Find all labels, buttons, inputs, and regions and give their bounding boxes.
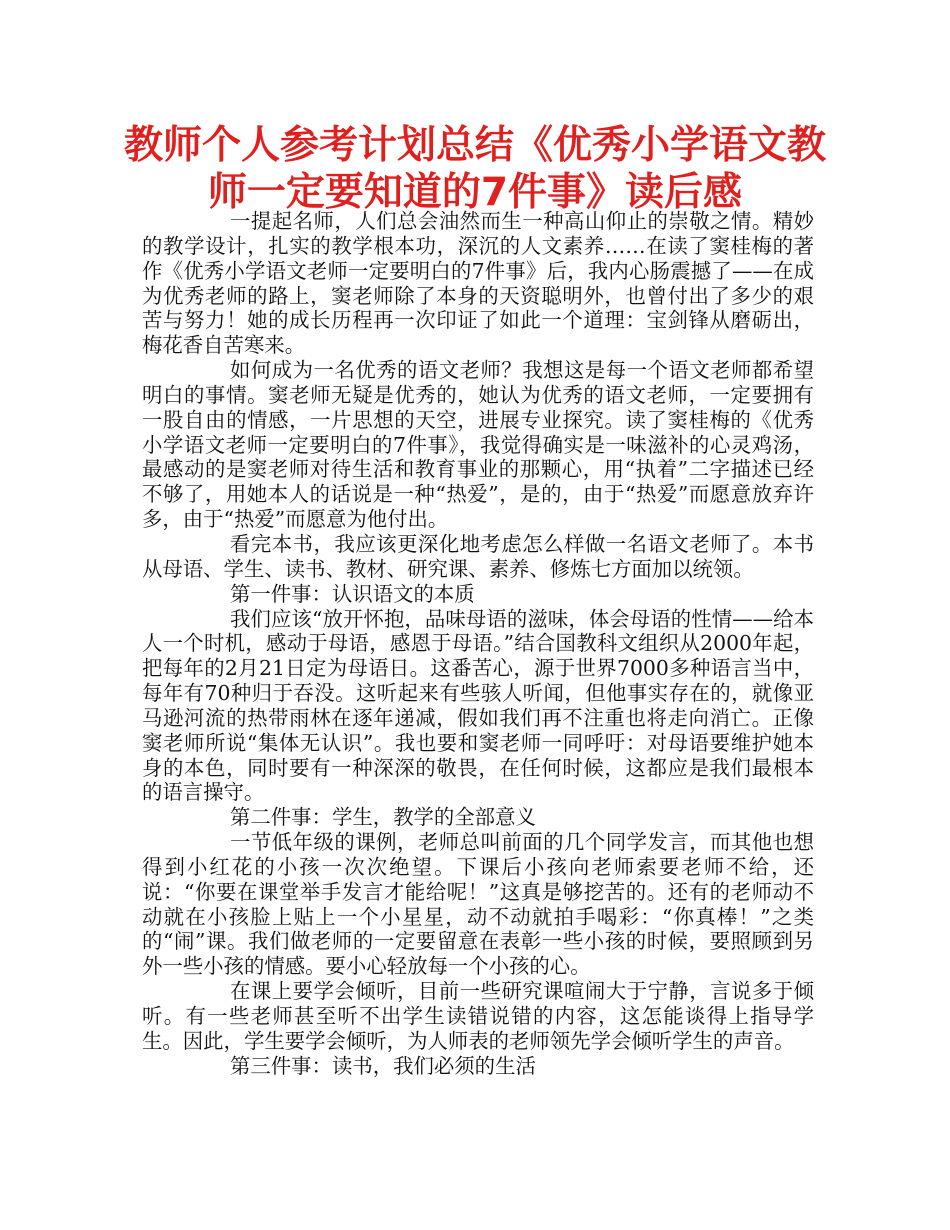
body-paragraph: 一节低年级的课例，老师总叫前面的几个同学发言，而其他也想得到小红花的小孩一次次绝望。下课后小孩向老师索要老师不给，还说：“你要在课堂举手发言才能给呢！”这真是够挖苦的。还有的老师动不动就在小孩脸上贴上一个小星星，动不动就拍手喝彩：“你真棒！”之类的“闹”课。我们做老师的一定要留意在表彰一些小孩的时候，要照顾到另外一些小孩的情感。要小心轻放每一个小孩的心。 (142, 830, 814, 979)
document-title: 教师个人参考计划总结《优秀小学语文教师一定要知道的7件事》读后感 (123, 123, 826, 215)
body-paragraph: 我们应该“放开怀抱，品味母语的滋味，体会母语的性情——给本人一个时机，感动于母语，感恩于母语。”结合国教科文组织从2000年起，把每年的2月21日定为母语日。这番苦心，源于世界7000多种语言当中，每年有70种归于吞没。这听起来有些骇人听闻，但他事实存在的，就像亚马逊河流的热带雨林在逐年递减，假如我们再不注重也将走向消亡。正像窦老师所说“集体无认识”。我也要和窦老师一同呼吁：对母语要维护她本身的本色，同时要有一种深深的敬畏，在任何时候，这都应是我们最根本的语言操守。 (142, 606, 814, 805)
body-paragraph: 一提起名师，人们总会油然而生一种高山仰止的崇敬之情。精妙的教学设计，扎实的教学根本功，深沉的人文素养……在读了窦桂梅的著作《优秀小学语文老师一定要明白的7件事》后，我内心肠震撼了——在成为优秀老师的路上，窦老师除了本身的天资聪明外，也曾付出了多少的艰苦与努力！她的成长历程再一次印证了如此一个道理：宝剑锋从磨砺出，梅花香自苦寒来。 (142, 209, 814, 358)
body-paragraph: 如何成为一名优秀的语文老师？我想这是每一个语文老师都希望明白的事情。窦老师无疑是优秀的，她认为优秀的语文老师，一定要拥有一股自由的情感，一片思想的天空，进展专业探究。读了窦桂梅的《优秀小学语文老师一定要明白的7件事》，我觉得确实是一味滋补的心灵鸡汤，最感动的是窦老师对待生活和教育事业的那颗心，用“执着”二字描述已经不够了，用她本人的话说是一种“热爱”，是的，由于“热爱”而愿意放弃许多，由于“热爱”而愿意为他付出。 (142, 358, 814, 532)
section-heading: 第一件事：认识语文的本质 (230, 581, 475, 606)
body-paragraph: 看完本书，我应该更深化地考虑怎么样做一名语文老师了。本书从母语、学生、读书、教材、研究课、素养、修炼七方面加以统领。 (142, 531, 814, 581)
section-heading: 第三件事：读书，我们必须的生活 (230, 1053, 536, 1078)
document-body (142, 209, 814, 1079)
body-paragraph: 在课上要学会倾听，目前一些研究课喧闹大于宁静，言说多于倾听。有一些老师甚至听不出学生读错说错的内容，这怎能谈得上指导学生。因此，学生要学会倾听，为人师表的老师领先学会倾听学生的声音。 (142, 979, 814, 1053)
section-heading: 第二件事：学生，教学的全部意义 (230, 805, 536, 830)
